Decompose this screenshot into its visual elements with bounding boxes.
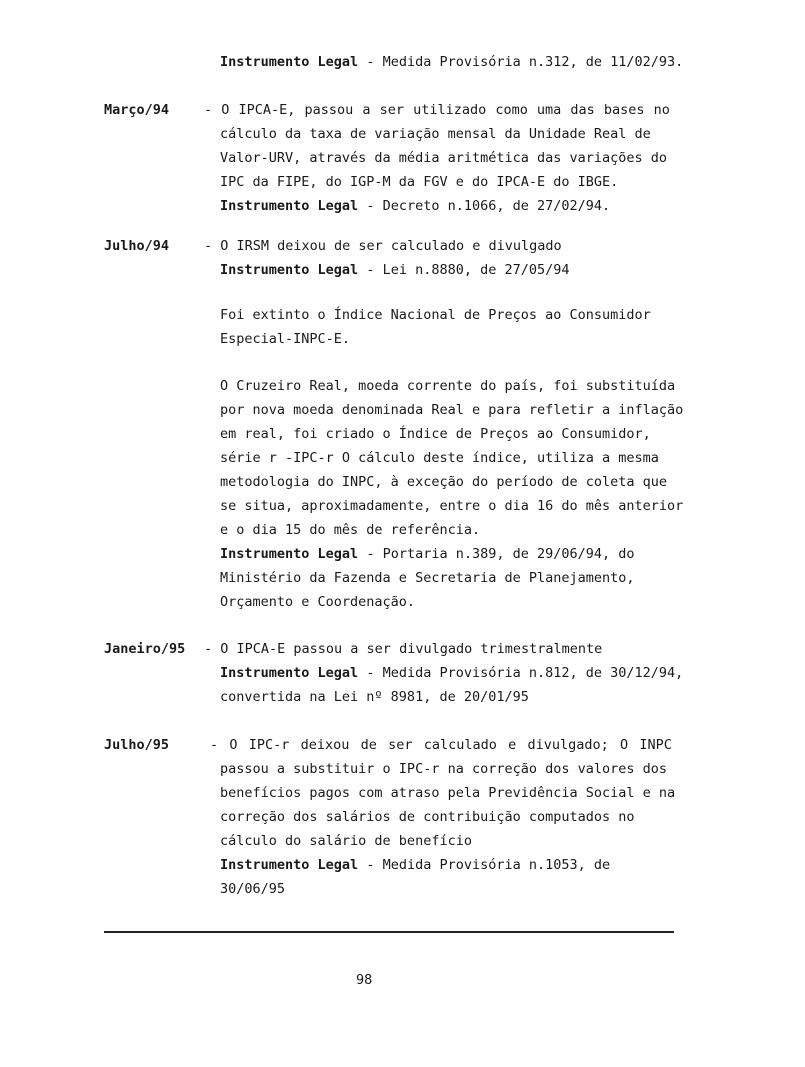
instrument-text: - Lei n.8880, de 27/05/94 [366,262,570,278]
entry-text-line: - O IPC-r deixou de ser calculado e divulgado; O INPC [210,737,672,753]
paragraph-line: série r -IPC-r O cálculo deste índice, utiliza a mesma [220,450,659,466]
instrument-label: Instrumento Legal [220,857,359,873]
entry-date: Julho/94 [104,238,170,254]
instrument-label: Instrumento Legal [220,198,359,214]
instrument-line: 30/06/95 [220,881,286,897]
page-number: 98 [356,972,373,988]
entry-instrument [220,664,683,682]
entry-text-line: - O IRSM deixou de ser calculado e divulgado [204,238,562,254]
paragraph-line: em real, foi criado o Índice de Preços ao Consumidor, [220,426,651,442]
paragraph-line: e o dia 15 do mês de referência. [220,522,481,538]
entry-text-line: - O IPCA-E passou a ser divulgado trimestralmente [204,641,603,657]
entry-instrument [220,197,610,215]
entry-instrument [220,261,570,279]
entry-instrument [220,856,610,874]
instrument-text: - Medida Provisória n.312, de 11/02/93. [366,54,684,70]
entry-instrument [220,545,635,563]
instrument-line: Ministério da Fazenda e Secretaria de Planejamento, [220,570,635,586]
instrument-label: Instrumento Legal [220,54,359,70]
instrument-label: Instrumento Legal [220,262,359,278]
entry-text-line: cálculo do salário de benefício [220,833,472,849]
instrument-text: - Medida Provisória n.1053, de [366,857,611,873]
entry-date: Julho/95 [104,737,170,753]
instrument-text: - Medida Provisória n.812, de 30/12/94, [366,665,684,681]
header-instrument [220,53,683,71]
instrument-line: convertida na Lei nº 8981, de 20/01/95 [220,689,529,705]
paragraph-line: metodologia do INPC, à exceção do período de coleta que [220,474,668,490]
paragraph-line: O Cruzeiro Real, moeda corrente do país, foi substituída [220,378,676,394]
entry-text-line: IPC da FIPE, do IGP-M da FGV e do IPCA-E do IBGE. [220,174,619,190]
instrument-line: Orçamento e Coordenação. [220,594,416,610]
entry-date: Março/94 [104,102,170,118]
entry-text-line: passou a substituir o IPC-r na correção dos valores dos [220,761,668,777]
entry-text-line: correção dos salários de contribuição computados no [220,809,635,825]
entry-text-line: cálculo da taxa de variação mensal da Unidade Real de [220,126,651,142]
instrument-text: - Portaria n.389, de 29/06/94, do [366,546,635,562]
entry-text-line: Valor-URV, através da média aritmética das variações do [220,150,668,166]
entry-date: Janeiro/95 [104,641,186,657]
entry-text-line: benefícios pagos com atraso pela Previdência Social e na [220,785,676,801]
paragraph-line: Foi extinto o Índice Nacional de Preços ao Consumidor [220,307,651,323]
footer-rule [104,931,674,933]
paragraph-line: se situa, aproximadamente, entre o dia 16 do mês anterior [220,498,684,514]
paragraph-line: por nova moeda denominada Real e para refletir a inflação [220,402,684,418]
instrument-label: Instrumento Legal [220,665,359,681]
paragraph-line: Especial-INPC-E. [220,331,351,347]
instrument-label: Instrumento Legal [220,546,359,562]
instrument-text: - Decreto n.1066, de 27/02/94. [366,198,611,214]
entry-text-line: - O IPCA-E, passou a ser utilizado como uma das bases no [204,102,670,118]
